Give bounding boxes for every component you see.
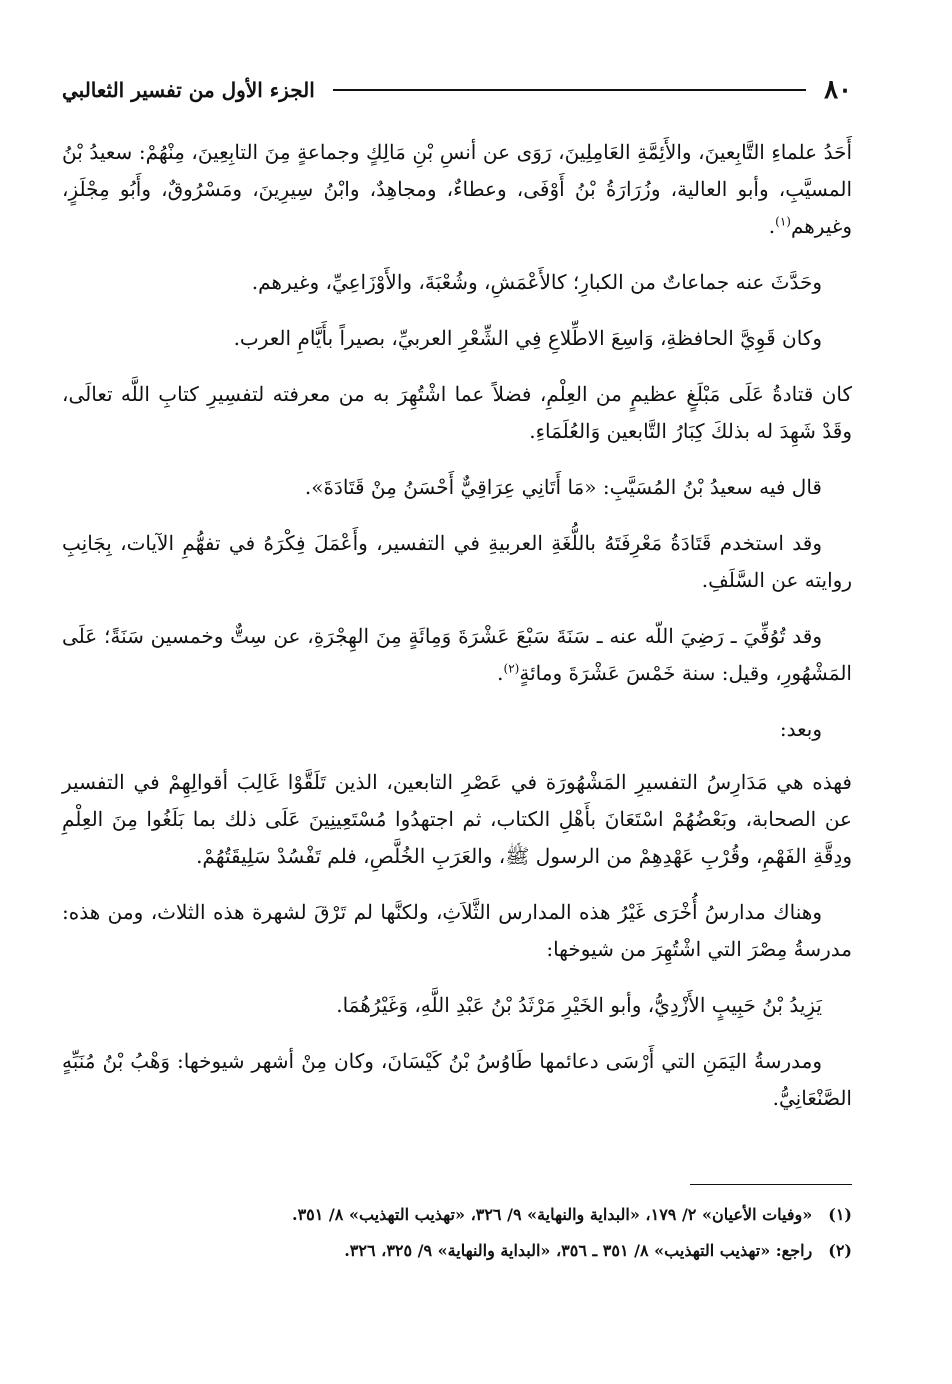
paragraph: أَحَدُ علماءِ التَّابِعينَ، والأَئِمَّةِ العَامِلِينَ، رَوَى عن أنسِ بْنِ مَالِكٍ وجماعةٍ مِنَ التابِعِينَ، مِنْهُمْ: سعيدُ بْنُ المسيَّبِ، وأبو العالية، وزُرَارَةُ بْنُ أَوْفَى، وعطاءٌ، ومجاهِدٌ، وابْنُ سِيرِينَ، ومَسْرُوقٌ، وأَبُو مِجْلَزٍ، وغيرهم$^{(١)}$. xyxy=(62,140,852,238)
footnote-ref: (٢) xyxy=(503,661,520,676)
paragraph: يَزِيدُ بْنُ حَبِيبٍ الأَزْدِيُّ، وأبو الخَيْرِ مَرْثَدُ بْنُ عَبْدِ اللَّهِ، وَغَيْرُهُمَا. xyxy=(336,993,822,1017)
paragraph: وقد استخدم قَتَادَةُ مَعْرِفَتَهُ باللُّغَةِ العربيةِ في التفسير، وأَعْمَلَ فِكْرَهُ في تفهُّمِ الآيات، بِجَانِبِ روايته عن السَّلَفِ. xyxy=(62,531,852,592)
page-number: ٨٠ xyxy=(824,75,852,105)
body-text xyxy=(62,134,852,1136)
running-header xyxy=(62,70,852,110)
footnotes xyxy=(62,1200,852,1272)
footnote-separator xyxy=(690,1184,852,1185)
header-title: الجزء الأول من تفسير الثعالبي xyxy=(62,78,315,102)
footnote-ref: (١) xyxy=(775,214,791,229)
paragraph: وحَدَّثَ عنه جماعاتٌ من الكبارِ؛ كالأَعْمَشِ، وشُعْبَةَ، والأَوْزَاعِيِّ، وغيرهم. xyxy=(251,270,822,294)
footnote-number: (١) xyxy=(828,1205,852,1224)
paragraph: وبعد: xyxy=(779,717,822,741)
footnote xyxy=(62,1200,852,1230)
paragraph: وقد تُوُفِّيَ ـ رَضِيَ اللّه عنه ـ سَنَةَ سَبْعَ عَشْرَةَ وَمِائَةٍ مِنَ الهِجْرَةِ، عن سِتٌّ وخمسين سَنَةً؛ عَلَى المَشْهُورِ، وقيل: سنة خَمْسَ عَشْرَةَ ومائةٍ$^{(٢)}$. xyxy=(62,624,852,685)
paragraph: قال فيه سعيدُ بْنُ المُسَيَّبِ: «مَا أَتَانِي عِرَاقِيٌّ أَحْسَنُ مِنْ قَتَادَةَ». xyxy=(304,475,822,499)
paragraph: ومدرسةُ اليَمَنِ التي أَرْسَى دعائمها طَاوُسُ بْنُ كَيْسَانَ، وكان مِنْ أشهر شيوخها: وَهْبُ بْنُ مُنَبِّهٍ الصَّنْعَانِيُّ. xyxy=(62,1049,852,1110)
header-rule xyxy=(333,89,806,91)
footnote-number: (٢) xyxy=(828,1241,852,1260)
footnote-text: راجع: «تهذيب التهذيب» ٨/ ٣٥١ ـ ٣٥٦، «البداية والنهاية» ٩/ ٣٢٥، ٣٢٦. xyxy=(344,1241,813,1260)
paragraph: وهناك مدارسُ أُخْرَى غَيْرُ هذه المدارس الثَّلاَثِ، ولكنَّها لم تَرْقَ لشهرة هذه الثلاث، ومن هذه: مدرسةُ مِصْرَ التي اشْتُهِرَ من شيوخها: xyxy=(62,900,852,961)
footnote xyxy=(62,1236,852,1266)
footnote-text: «وفيات الأعيان» ٢/ ١٧٩، «البداية والنهاية» ٩/ ٣٢٦، «تهذيب التهذيب» ٨/ ٣٥١. xyxy=(292,1205,813,1224)
paragraph: فهذه هي مَدَارِسُ التفسيرِ المَشْهُورَة في عَصْرِ التابعين، الذين تَلَقَّوْا غَالِبَ أقوالِهِمْ في التفسير عن الصحابة، وبَعْضُهُمْ اسْتَعَانَ بأَهْلِ الكتاب، ثم اجتهدُوا مُسْتَعِينِينَ عَلَى ذلك بما بَلَغُوا مِنَ العِلْمِ ودِقَّةِ الفَهْمِ، وقُرْبِ عَهْدِهِمْ من الرسول ﷺ، والعَرَبِ الخُلَّصِ، فلم تَفْسُدْ سَلِيقَتُهُمْ. xyxy=(62,770,852,868)
paragraph: كان قتادةُ عَلَى مَبْلَغٍ عظيمٍ من العِلْمِ، فضلاً عما اشْتُهِرَ به من معرفته لتفسِيرِ كتابِ اللَّه تعالَى، وقَدْ شَهِدَ له بذلكَ كِبَارُ التَّابعين وَالعُلَمَاءِ. xyxy=(62,382,852,443)
paragraph: وكان قَوِيَّ الحافظةِ، وَاسِعَ الاطِّلاعِ فِي الشِّعْرِ العربيِّ، بصيراً بأَيَّامِ العرب. xyxy=(233,326,822,350)
